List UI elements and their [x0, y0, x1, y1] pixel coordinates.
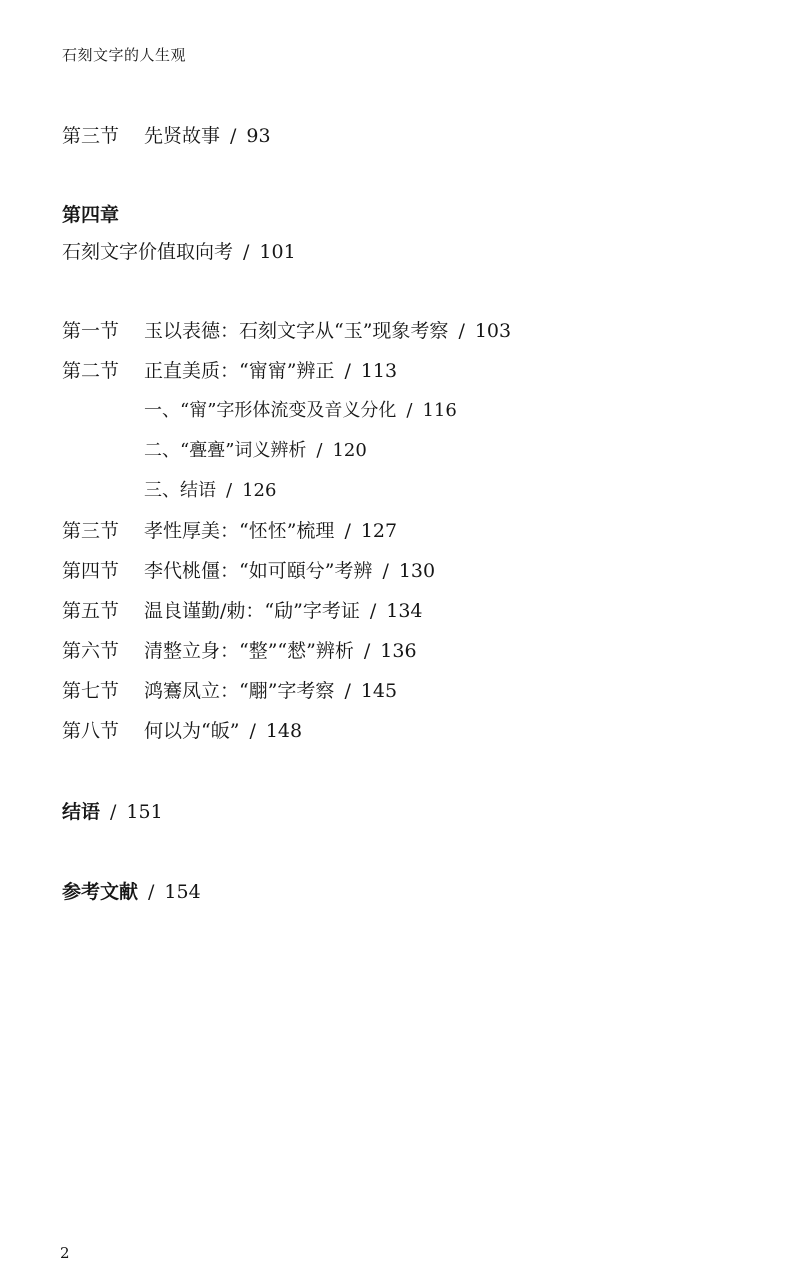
separator: /: [243, 241, 250, 263]
chapter-number: 第四章: [62, 204, 120, 226]
entry-title: 正直美质：“甯甯”辨正: [144, 360, 335, 382]
separator: /: [230, 125, 237, 147]
section-label: 第三节: [62, 125, 120, 147]
section-label: 第七节: [62, 680, 120, 702]
separator: /: [406, 400, 413, 421]
toc-subentry: [144, 399, 457, 423]
entry-title: 结语: [62, 801, 101, 823]
toc-entry: [62, 559, 435, 583]
entry-title: 参考文献: [62, 881, 139, 903]
entry-page: 126: [242, 480, 277, 501]
entry-page: 103: [474, 320, 512, 342]
toc-entry: [62, 719, 302, 743]
toc-entry: [62, 519, 397, 543]
toc-subentry: [144, 439, 367, 463]
entry-title: 孝性厚美：“怌怌”梳理: [144, 520, 335, 542]
page-number: 2: [60, 1244, 70, 1262]
entry-page: 148: [265, 720, 303, 742]
toc-entry: [62, 124, 271, 148]
chapter-title: 石刻文字价值取向考: [62, 241, 234, 263]
entry-title: 三、结语: [144, 480, 216, 501]
entry-title: 鸿鶱凤立：“翢”字考察: [144, 680, 335, 702]
entry-title: 二、“亹亹”词义辨析: [144, 440, 307, 461]
separator: /: [110, 801, 117, 823]
conclusion-entry: [62, 800, 163, 824]
toc-subentry: [144, 479, 276, 503]
entry-title: 温良谨勤/勅：“劶”字考证: [144, 600, 360, 622]
entry-page: 130: [398, 560, 436, 582]
entry-page: 134: [386, 600, 423, 622]
references-entry: [62, 880, 201, 904]
entry-title: 李代桃僵：“如可頤兮”考辨: [144, 560, 373, 582]
entry-page: 127: [360, 520, 398, 542]
toc-entry: [62, 359, 397, 383]
entry-page: 120: [332, 440, 367, 461]
separator: /: [344, 680, 351, 702]
chapter-title-entry: [62, 240, 296, 264]
separator: /: [363, 640, 371, 662]
separator: /: [458, 320, 465, 342]
entry-title: 清整立身：“整”“憖”辨析: [144, 640, 354, 662]
chapter-label: [62, 203, 119, 227]
entry-page: 145: [360, 680, 398, 702]
entry-page: 116: [422, 400, 457, 421]
running-head: 石刻文字的人生观: [62, 46, 187, 64]
entry-title: 一、“甯”字形体流变及音义分化: [144, 400, 397, 421]
separator: /: [148, 881, 155, 903]
separator: /: [344, 520, 351, 542]
entry-page: 151: [126, 801, 163, 823]
entry-page: 113: [360, 360, 398, 382]
section-label: 第五节: [62, 600, 120, 622]
entry-page: 154: [164, 881, 201, 903]
section-label: 第三节: [62, 520, 120, 542]
section-label: 第四节: [62, 560, 120, 582]
section-label: 第八节: [62, 720, 120, 742]
entry-title: 何以为“皈”: [144, 720, 240, 742]
entry-page: 136: [380, 640, 417, 662]
section-label: 第六节: [62, 640, 120, 662]
separator: /: [382, 560, 389, 582]
separator: /: [226, 480, 233, 501]
section-label: 第二节: [62, 360, 120, 382]
toc-entry: [62, 599, 423, 623]
section-label: 第一节: [62, 320, 120, 342]
entry-page: 101: [259, 241, 296, 263]
separator: /: [316, 440, 323, 461]
separator: /: [344, 360, 351, 382]
separator: /: [369, 600, 377, 622]
separator: /: [249, 720, 256, 742]
entry-page: 93: [246, 125, 271, 147]
toc-entry: [62, 679, 397, 703]
toc-entry: [62, 319, 511, 343]
entry-title: 先贤故事: [144, 125, 221, 147]
toc-entry: [62, 639, 417, 663]
entry-title: 玉以表德：石刻文字从“玉”现象考察: [144, 320, 449, 342]
